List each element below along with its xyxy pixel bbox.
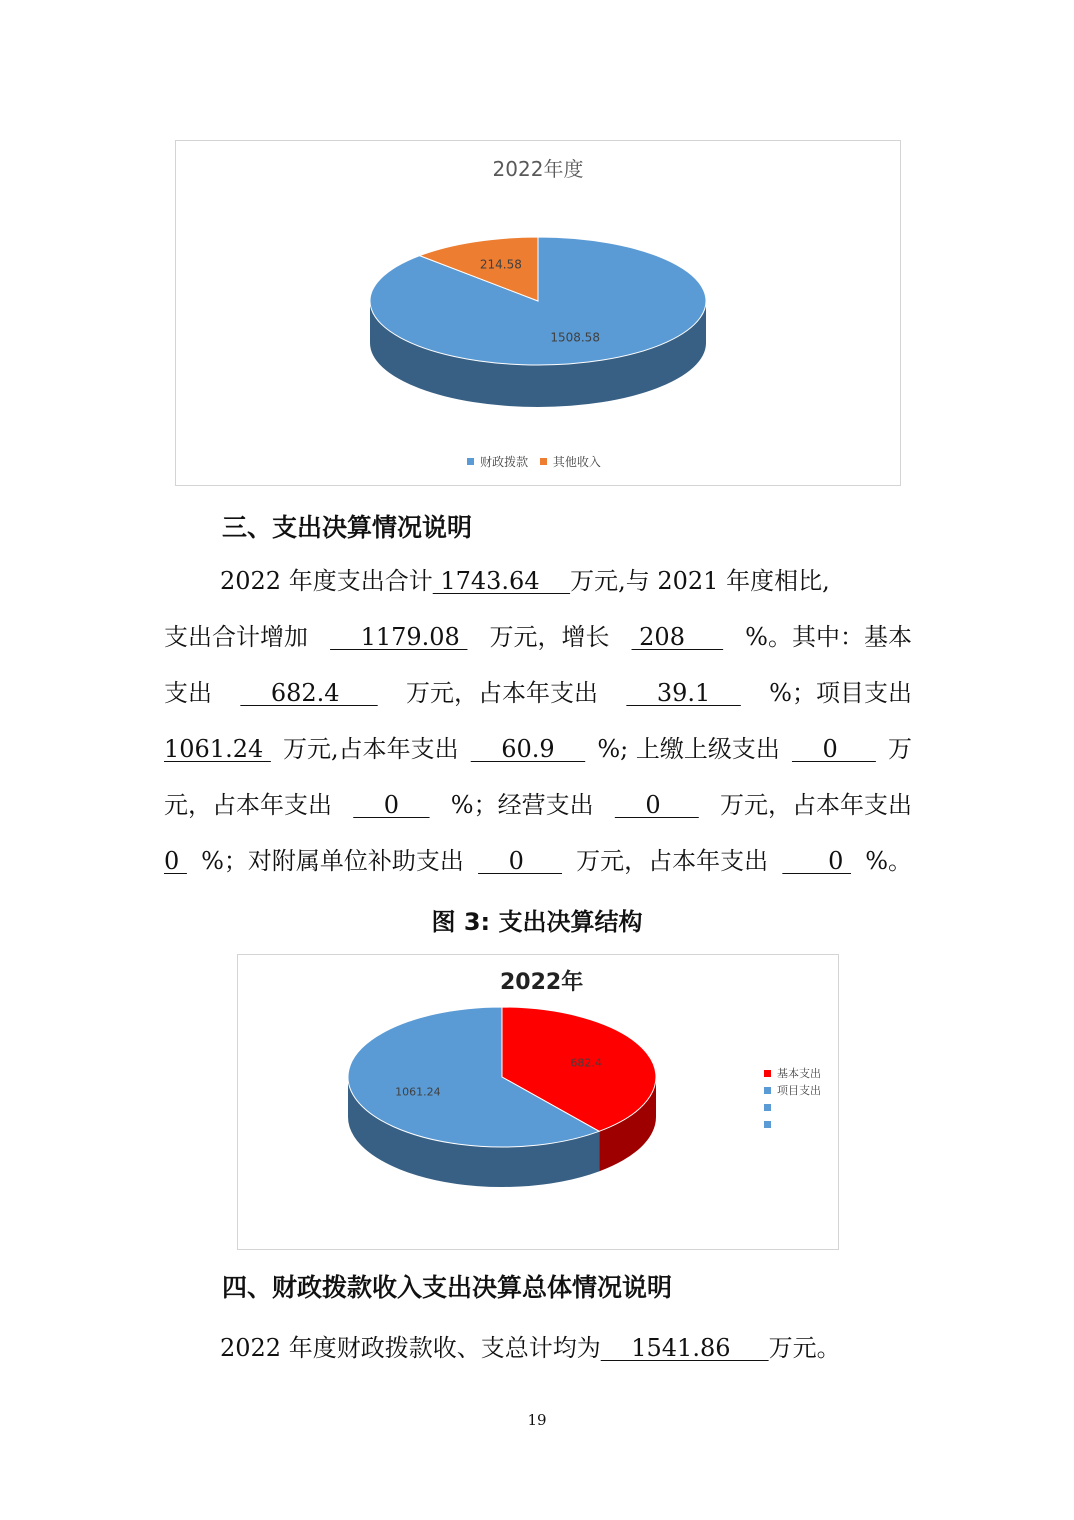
- text-run: 万元,占本年支出: [282, 735, 459, 763]
- legend-item: [764, 1104, 777, 1111]
- legend-label: 财政拨款: [480, 455, 529, 469]
- legend-swatch: [764, 1070, 771, 1077]
- data-label: 1508.58: [550, 330, 600, 345]
- legend-swatch: [467, 458, 474, 465]
- figure-caption: 图 3: 支出决算结构: [431, 908, 643, 936]
- expenditure-chart: [237, 954, 839, 1250]
- chart-legend: [764, 1065, 829, 1133]
- text-line: [164, 609, 912, 665]
- text-run: %；项目支出: [769, 679, 912, 707]
- text-line: [164, 777, 912, 833]
- data-label: 214.58: [479, 257, 522, 272]
- text-run: 万元，占本年支出: [406, 679, 599, 707]
- text-run: 元，占本年支出: [164, 791, 332, 819]
- value-underlined: 0: [353, 791, 430, 819]
- text-run: 支出合计增加: [164, 623, 308, 651]
- legend-label: 基本支出: [777, 1067, 821, 1080]
- text-run: %。: [865, 847, 912, 875]
- legend-swatch: [764, 1104, 771, 1111]
- text-run: 2022 年度财政拨款收、支总计均为: [220, 1334, 601, 1362]
- chart-title: 2022年: [500, 970, 584, 995]
- value-underlined: 0: [782, 847, 852, 875]
- value-underlined: 208: [631, 623, 724, 651]
- text-run: 万元。: [768, 1334, 841, 1362]
- value-underlined: 0: [478, 847, 562, 875]
- page-number: 19: [527, 1411, 547, 1429]
- chart-title: 2022年度: [492, 157, 584, 181]
- value-underlined: 1061.24: [164, 735, 271, 763]
- legend-swatch: [764, 1087, 771, 1094]
- text-run: 万元，增长: [489, 623, 610, 651]
- value-underlined: 0: [164, 847, 187, 875]
- section-heading: 三、支出决算情况说明: [222, 513, 473, 542]
- legend-item: [764, 1082, 821, 1099]
- legend-item: [467, 453, 528, 470]
- legend-label: 其他收入: [552, 455, 601, 469]
- value-underlined: 682.4: [240, 679, 378, 707]
- text-run: 万元,与 2021 年度相比,: [570, 567, 830, 595]
- text-run: 2022 年度支出合计: [220, 567, 433, 595]
- value-underlined: 1541.86: [600, 1334, 769, 1362]
- value-underlined: 1179.08: [330, 623, 468, 651]
- value-underlined: 39.1: [626, 679, 741, 707]
- text-line: [164, 833, 912, 889]
- text-run: 万元，占本年支出: [720, 791, 912, 819]
- section3-paragraph: [164, 553, 912, 889]
- text-line: [164, 721, 912, 777]
- legend-swatch: [764, 1121, 771, 1128]
- value-underlined: 60.9: [470, 735, 586, 763]
- text-run: 万元，占本年支出: [576, 847, 769, 875]
- text-run: %; 上缴上级支出: [597, 735, 780, 763]
- text-line: [164, 665, 912, 721]
- section-heading: 四、财政拨款收入支出决算总体情况说明: [222, 1273, 673, 1302]
- section4-paragraph: [164, 1320, 912, 1376]
- data-label: 1061.24: [395, 1085, 441, 1099]
- legend-swatch: [540, 458, 547, 465]
- legend-item: [540, 453, 601, 470]
- value-underlined: 1743.64: [432, 567, 571, 595]
- text-run: 万: [888, 735, 912, 763]
- pie-chart: [176, 141, 900, 485]
- text-run: %；对附属单位补助支出: [201, 847, 464, 875]
- chart-legend: [176, 453, 900, 470]
- text-run: 支出: [164, 679, 212, 707]
- data-label: 682.4: [570, 1056, 602, 1070]
- pie-chart: [238, 955, 838, 1249]
- legend-label: 项目支出: [777, 1084, 821, 1097]
- text-run: %；经营支出: [450, 791, 594, 819]
- text-line: [164, 1320, 912, 1376]
- text-line: [164, 553, 912, 609]
- legend-item: [764, 1065, 821, 1082]
- text-run: %。其中：基本: [745, 623, 912, 651]
- income-chart: [175, 140, 901, 486]
- legend-item: [764, 1121, 777, 1128]
- value-underlined: 0: [614, 791, 699, 819]
- value-underlined: 0: [791, 735, 876, 763]
